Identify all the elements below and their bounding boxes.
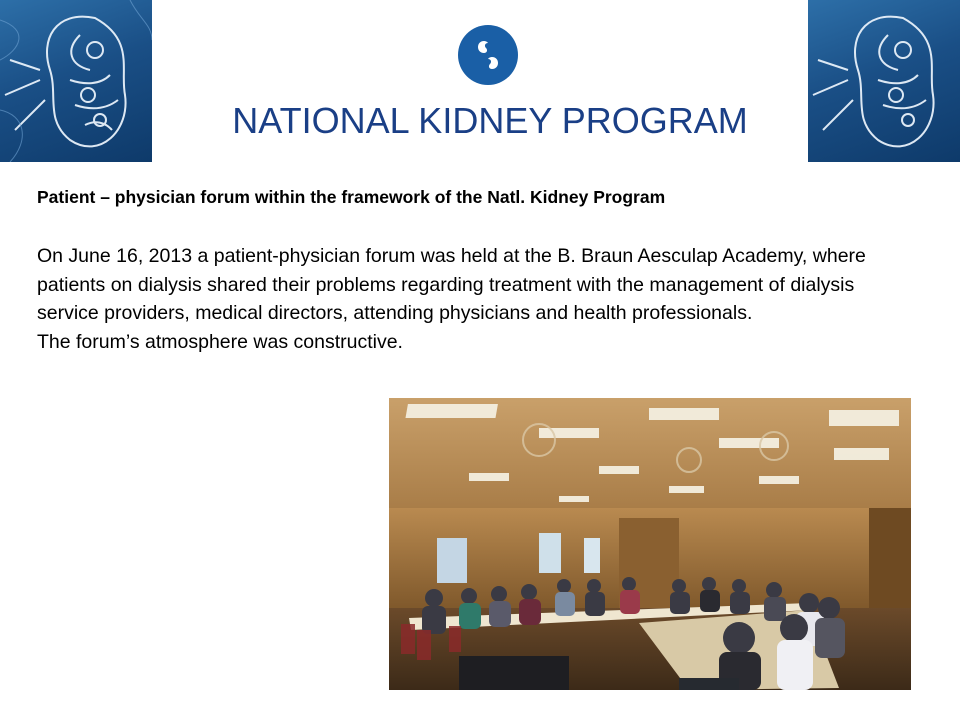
kidney-program-logo-icon — [457, 24, 519, 86]
body-text — [37, 242, 917, 356]
kidney-illustration-left — [0, 0, 152, 162]
body-paragraph-atmosphere: The forum’s atmosphere was constructive. — [37, 330, 403, 353]
kidney-drawing-icon — [808, 0, 940, 162]
page-title: NATIONAL KIDNEY PROGRAM — [232, 100, 748, 141]
kidney-illustration-right — [808, 0, 960, 162]
kidney-drawing-icon — [0, 0, 152, 162]
meeting-room-photo — [389, 398, 911, 690]
kidney-program-logo — [457, 24, 519, 86]
section-heading: Patient – physician forum within the framework of the Natl. Kidney Program — [37, 187, 666, 207]
meeting-room-photo-icon — [389, 398, 911, 690]
body-paragraph-forum: On June 16, 2013 a patient-physician forum was held at the B. Braun Aesculap Academy, where patients on dialysis shared their problems regarding treatment with the management of dialysis service providers, medical directors, attending physicians and health professionals. — [37, 245, 866, 324]
